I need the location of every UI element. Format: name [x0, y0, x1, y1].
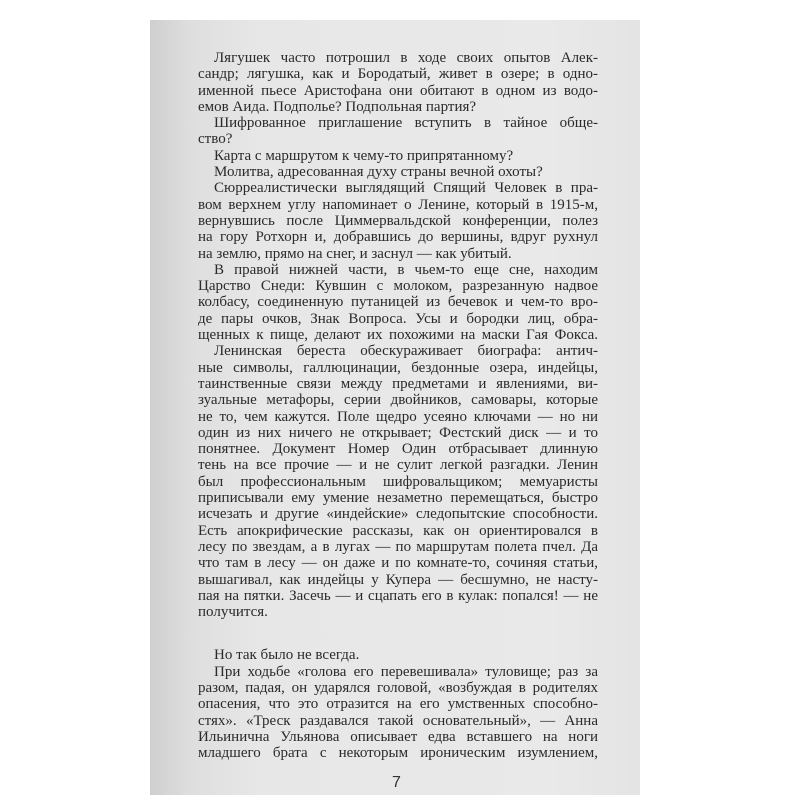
text-line: Сюрреалистически выглядящий Спящий Человек в пра- — [214, 180, 598, 197]
text-line: Но так было не всегда. — [214, 647, 360, 664]
text-line: сандр; лягушка, как и Бородатый, живет в озере; в одно- — [198, 66, 598, 83]
text-line: один из них ничего не открывает; Фестский диск — и то — [198, 424, 598, 441]
text-line: ство? — [198, 131, 233, 148]
text-line: приписывали ему умение незаметно перемещаться, быстро — [198, 490, 598, 507]
text-line: понятнее. Документ Номер Один отбрасывает длинную — [198, 441, 598, 458]
text-line: щенных к пище, делают их похожими на маски Гая Фокса. — [198, 327, 598, 344]
text-block-1 — [198, 50, 598, 620]
text-line: что там в лесу — он даже и по комнате-то, сочиняя статьи, — [198, 555, 598, 572]
text-line: на гору Ротхорн и, добравшись до вершины, вдруг рухнул — [198, 229, 598, 246]
text-line: емов Аида. Подполье? Подпольная партия? — [198, 98, 477, 115]
text-line: ные символы, галлюцинации, бездонные озера, индейцы, — [198, 359, 598, 376]
text-line: на землю, прямо на снег, и заснул — как убитый. — [198, 245, 512, 262]
page-body — [198, 50, 598, 761]
text-line: де пары очков, Знак Вопроса. Усы и бородки лиц, обра- — [198, 310, 598, 327]
text-line: лесу по звездам, а в лугах — по маршрутам полета пчел. Да — [198, 538, 598, 555]
text-line: не то, чем кажутся. Поле щедро усеяно ключами — но ни — [198, 408, 598, 425]
page-number: 7 — [392, 774, 401, 791]
text-line: Лягушек часто потрошил в ходе своих опытов Алек- — [214, 50, 598, 66]
text-line: Молитва, адресованная духу страны вечной охоты? — [214, 164, 543, 181]
text-line: В правой нижней части, в чьем-то еще сне, находим — [214, 261, 598, 278]
text-line: колбасу, соединенную путаницей из бечевок и чем-то вро- — [198, 294, 598, 311]
text-line: Царство Снеди: Кувшин с молоком, разрезанную надвое — [198, 278, 598, 295]
text-line: Карта с маршрутом к чему-то припрятанному? — [214, 147, 514, 164]
text-line: разом, падая, он ударялся головой, «возбуждая в родителях — [198, 679, 598, 696]
text-line: Ленинская береста обескураживает биографа: антич- — [214, 343, 598, 360]
text-line: Ильинична Ульянова описывает едва вставшего на ноги — [198, 728, 598, 745]
text-line: вышагивал, как индейцы у Купера — бесшумно, не насту- — [198, 571, 598, 588]
text-line: был профессиональным шифровальщиком; мемуаристы — [198, 473, 598, 490]
text-line: тень на все прочие — и не сулит легкой разгадки. Ленин — [198, 457, 598, 474]
text-line: получится. — [198, 604, 268, 621]
section-gap — [198, 620, 598, 647]
text-block-2 — [198, 647, 598, 761]
text-line: опасения, что это отразится на его умственных способно- — [198, 696, 598, 713]
text-line: зуальные метафоры, серии двойников, самовары, которые — [198, 392, 598, 409]
text-line: Есть апокрифические рассказы, как он ориентировался в — [198, 522, 598, 539]
text-line: При ходьбе «голова его перевешивала» туловище; раз за — [214, 663, 598, 680]
text-line: стях». «Треск раздавался такой основательный», — Анна — [198, 712, 598, 729]
text-line: таинственные связи между предметами и явлениями, ви- — [198, 375, 598, 392]
text-line: вернувшись после Циммервальдской конференции, полез — [198, 212, 598, 229]
text-line: пая на пятки. Засечь — и сцапать его в кулак: попался! — не — [198, 587, 598, 604]
text-line: вом верхнем углу напоминает о Ленине, который в 1915-м, — [198, 196, 598, 213]
text-line: Шифрованное приглашение вступить в тайное обще- — [214, 115, 598, 132]
text-line: исчезать и другие «индейские» следопытские способности. — [198, 506, 598, 523]
text-line: именной пьесе Аристофана они обитают в одном из водо- — [198, 82, 598, 99]
text-line: младшего брата с некоторым ироническим изумлением, — [198, 745, 598, 762]
